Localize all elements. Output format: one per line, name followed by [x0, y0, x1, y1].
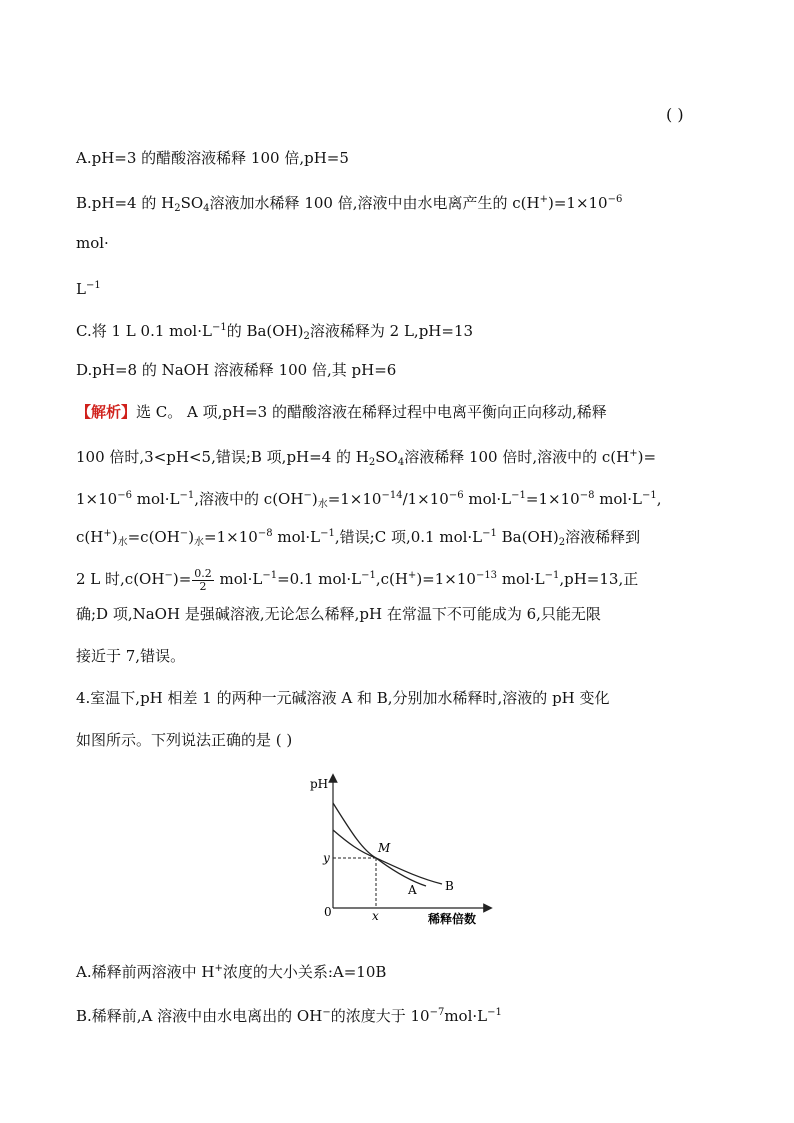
analysis-line-7: 接近于 7,错误。 — [76, 647, 186, 665]
point-m-label: M — [378, 841, 391, 855]
curve-a-label: A — [408, 883, 417, 897]
x-mark: x — [372, 909, 379, 923]
question-4-line-2: 如图所示。下列说法正确的是 ( ) — [76, 731, 293, 749]
analysis-line-6: 确;D 项,NaOH 是强碱溶液,无论怎么稀释,pH 在常温下不可能成为 6,只能无限 — [76, 605, 601, 623]
option-b-unit-l: $L^{-1}$ — [76, 280, 101, 298]
analysis-line-1: 【解析】选 C。 A 项,pH=3 的醋酸溶液在稀释过程中电离平衡向正向移动,稀释 — [76, 403, 607, 421]
dilution-ph-figure — [300, 770, 500, 930]
y-mark: y — [323, 851, 330, 865]
question-4-line-1: 4.室温下,pH 相差 1 的两种一元碱溶液 A 和 B,分别加水稀释时,溶液的 pH 变化 — [76, 689, 610, 707]
option-b: B.pH=4 的 $H_2SO_4$溶液加水稀释 100 倍,溶液中由水电离产生的 $c(H^+)=1\times 10^{-6}$ — [76, 194, 623, 214]
answer-parentheses: ( ) — [666, 105, 684, 124]
origin-label: 0 — [324, 905, 332, 919]
option-d: D.pH=8 的 NaOH 溶液稀释 100 倍,其 pH=6 — [76, 361, 397, 379]
option-a: A.pH=3 的醋酸溶液稀释 100 倍,pH=5 — [76, 149, 349, 167]
analysis-line-4: $c(H^+)_水=c(OH^-)_水=1\times 10^{-8}$ $mol\cdot L^{-1}$,错误;C 项,0.1 $mol\cdot L^{-1}$ $Ba(OH)_2$溶液稀释到 — [76, 528, 641, 548]
x-axis-label: 稀释倍数 — [428, 912, 477, 926]
q4-option-b: B.稀释前,A 溶液中由水电离出的 OH−的浓度大于 $10^{-7}mol\cdot L^{-1}$ — [76, 1007, 502, 1025]
option-b-unit: mol· — [76, 234, 109, 252]
y-axis-label: pH — [310, 777, 329, 791]
q4-option-a: A.稀释前两溶液中 H+浓度的大小关系:A=10B — [76, 963, 387, 981]
option-c: C.将 1 L 0.1 $mol\cdot L^{-1}$的 $Ba(OH)_2$溶液稀释为 2 L,pH=13 — [76, 322, 474, 342]
analysis-line-5: 2 L 时,c(OH−)= $\frac{0.2}{2}$ $mol\cdot L^{-1}=0.1$ $mol\cdot L^{-1},c(H^+)=1\times 10^{-13}$ $mol\cdot L^{-1},pH=13$,正 — [76, 566, 639, 593]
analysis-line-3: $1\times 10^{-6}$ $mol\cdot L^{-1}$,溶液中的 $c(OH^-)_水=1\times 10^{-14}/1\times 10^{-6}$ $mol\cdot L^{-1}=1\times 10^{-8}$ $mol\cdot L^{-1}$, — [76, 490, 662, 510]
analysis-line-2: 100 倍时,3<pH<5,错误;B 项,pH=4 的 $H_2SO_4$溶液稀释 100 倍时,溶液中的 c(H+)= — [76, 448, 657, 468]
curve-b — [333, 830, 442, 884]
fraction: $\frac{0.2}{2}$ — [194, 566, 212, 593]
curve-b-label: B — [445, 879, 454, 893]
analysis-tag: 【解析】 — [76, 403, 137, 421]
